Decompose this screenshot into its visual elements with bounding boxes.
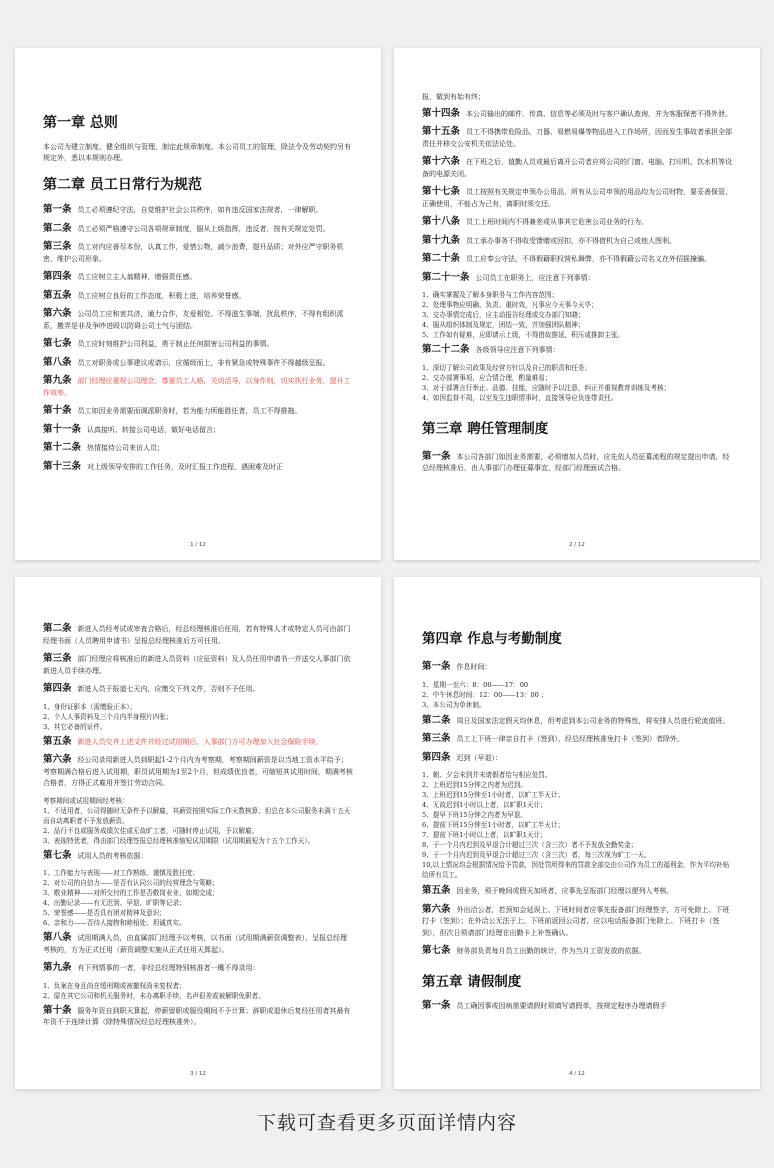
list-item: 9、于一个月内迟到及早退合计超过三次（含三次）者，每三次视为旷工一天。 — [422, 851, 651, 859]
article-number: 第四条 — [43, 683, 72, 694]
article-text: 员工不得携带危险品、刀器、易燃易爆等物品进入工作场所，因而发生事故者承担全部责任并移交公安机关依法论处。 — [422, 128, 733, 148]
article — [422, 235, 732, 248]
list-item: 5、荣誉感——是否具有团对精神及意识； — [43, 909, 166, 917]
article — [422, 904, 732, 940]
article — [43, 461, 353, 474]
article-text: 各级领导应注意下列事情： — [475, 346, 560, 354]
list-item: 1、深切了解公司政策及经营方针以及自己的职责和任务； — [422, 363, 592, 372]
article-number: 第二十二条 — [422, 344, 470, 355]
list-item: 3、对于部署言行举止、品德、技能，应随时予以注意，纠正并重视教育训练及考核； — [422, 383, 671, 392]
article-number: 第十七条 — [422, 186, 461, 197]
article — [422, 344, 732, 357]
article-number: 第八条 — [43, 932, 72, 943]
article — [43, 442, 353, 455]
article — [43, 962, 353, 975]
list-item: 5、工作如有疑难，应即请示上级，不得借故推延，积压或推卸主张。 — [422, 331, 625, 339]
list-item: 2、上班迟到15分钟之内者为迟到。 — [422, 781, 527, 789]
article — [422, 253, 732, 266]
list-item: 3、敬业精神——对所交付的工作是否敬岗业业、如期完成； — [43, 889, 219, 897]
article-text: 试用人员的考核依据： — [77, 851, 148, 860]
article-list — [43, 204, 353, 473]
list-item: 考察期间或试用期间经考核： — [43, 796, 129, 805]
article-text: 服务年资自到职天算起，停薪留职或服役期间不予计算；辞职或退休后复经任用者其最有年资不予连续计算（除特殊情况经总经理核准外）。 — [43, 1006, 351, 1026]
list-item: 2、个人人事资料及三个月内半身照片四张； — [43, 712, 173, 721]
list-item: 3、上班迟到15分钟至1小时者，以旷工半天计； — [422, 791, 565, 799]
article-number: 第二条 — [43, 623, 72, 634]
list-item: 2、原在其它公司和机关服务时，未办离职手续，名声很差或被解职免职者。 — [43, 991, 265, 1000]
article — [43, 223, 353, 236]
list-block — [422, 680, 732, 710]
article-text: 公司员工在职务上，应注意下列事情： — [475, 273, 595, 282]
article-text: 外出洽公者，若预知会延误上、下班时间者应事先报备部门经理签字，方可免除上、下班打卡（签到）；在外洽公无法于上、下班前返回公司者，应以电话报备部门免除上、下班打卡（签到），但次日须请部门经理在出勤卡上补签确认。 — [422, 905, 730, 937]
list-item: 7、提前下班1小时以上者，以旷职1天计； — [422, 831, 547, 839]
article-number: 第三条 — [43, 653, 72, 664]
list-block — [43, 796, 353, 846]
article-number: 第十五条 — [422, 126, 461, 137]
list-item: 5、提早下班15分钟之内者为早退。 — [422, 811, 527, 819]
intro-paragraph: 本公司为建立制度、健全组织与管理，制定此规章制度。本公司员工的管理，除法令及劳动契约另有规定外，悉以本规则办理。 — [43, 143, 351, 162]
article-number: 第十条 — [43, 1004, 72, 1016]
article-number: 第六条 — [422, 903, 451, 915]
article — [422, 752, 732, 765]
list-block — [422, 290, 732, 340]
article-text: 部门经理应将核准后的新进人员资料（应征资料）及人员任用申请书一并送交人事部门依新进人员手续办理。 — [43, 655, 351, 675]
article-text: 经公司录用新进人员到职起1-2个月内为考察期，考察期间薪资是以当地工资水平给予；考察期满合格后进入试用期，职员试用期为1至2个月，但成绩优良者，可缩短其试用时间，期满考核合格者，方得正式雇用并签订劳动合同。 — [43, 756, 353, 787]
list-block — [43, 868, 353, 928]
article-text: 员工承办事务不得收受馈赠或回扣，亦不得借机为自己或他人图利。 — [466, 236, 677, 245]
article-text: 员工应树立主人翁精神，增强责任感。 — [77, 273, 197, 281]
document-page-3 — [15, 577, 381, 1089]
article — [43, 1005, 353, 1029]
article-text: 公司员工应和衷共济，通力合作，友爱相处。不得滋生事端，扰乱秩序，不得有组织派系，搬弄是非及争吵进殴以防碍公司士气与团结。 — [43, 310, 344, 330]
list-item: 8、于一个月内迟到及早退合计超过三次（含三次）者不予发放全勤奖金； — [422, 841, 638, 849]
article — [43, 308, 353, 332]
article-text: 员工对职务或公事建议或请示，应循级而上，非有紧急或特殊事件不得越级呈报。 — [77, 358, 330, 367]
article-text: 作息时间： — [456, 663, 492, 671]
document-page-2 — [394, 48, 760, 560]
article-text: 认真接听、转接公司电话，做好电话留言； — [87, 425, 221, 434]
article-number: 第二条 — [422, 714, 451, 726]
article-text: 试用期满人员，由直属部门经理予以考核，以书面（试用期满薪资调整表），呈报总经理考核的，方为正式任用（薪资调整实施从正式任用天算起）。 — [43, 934, 348, 954]
article-number: 第十八条 — [422, 216, 461, 227]
list-item: 3、交办事情完成后，应主动报告经理或交办部门知晓； — [422, 311, 585, 319]
list-item: 2、品行不良或服务成绩欠佳或无故旷工者，可随时停止试用，予以解雇。 — [43, 826, 259, 835]
list-block — [422, 363, 732, 403]
article — [422, 885, 732, 898]
list-item: 3、表现特优者，得由部门经理签报总经理核准缩短试用期限（试用期最短为十五个工作天）。 — [43, 836, 315, 845]
article-text: 员工确因事或因病需要请假时须填写请假单，按规定程序办理请假手 — [456, 1001, 667, 1010]
article-number: 第六条 — [43, 308, 72, 319]
article-number: 第四条 — [43, 271, 72, 282]
chapter-title: 第一章 总则 — [43, 115, 118, 131]
article-number: 第一条 — [422, 999, 451, 1011]
article-text: 本公司输出的邮件、传真、信息等必须及时与客户确认查询，并为客服保密不得外泄。 — [466, 109, 733, 118]
article-text: 周日及国家法定假天均休息，但考虑到本公司业务的特殊性，将安排人员进行轮流值班。 — [456, 716, 730, 725]
article-number: 第七条 — [43, 338, 72, 349]
page-number: 3 / 12 — [190, 1071, 206, 1077]
article-text: 员工必须遵纪守法，自觉维护社会公共秩序，如有违反国家法规者，一律解职。 — [77, 206, 323, 214]
list-item: 2、中午休息时间：12：00——13：00 ； — [422, 690, 548, 699]
list-item: 1、负案在身且尚在缓刑期或被撤权尚未复权者； — [43, 981, 186, 990]
article-number: 第一条 — [422, 450, 451, 462]
article-text: 员工上班时间内不得兼差或从事其它危害公司业务的行为。 — [466, 218, 649, 226]
article-number: 第十条 — [43, 405, 72, 416]
article-text: 部门经理应重视公司理念，尊重员工人格，关切活导，以身作则，切实执行业务，提升工作效率。 — [43, 377, 351, 397]
list-item: 1、星期一至六：8：00——17：00 — [422, 680, 529, 689]
article-text: 本公司各部门如因业务需要，必须增加人员时，应先依人员征募流程的规定提出申请，经总经理核准后，由人事部门办理征募事宜，经部门经理面试合格。 — [422, 452, 730, 472]
article — [422, 108, 732, 121]
article-text: 新进人员于报道七天内，应缴交下列文件，否则不予任用。 — [77, 685, 260, 693]
article — [43, 653, 353, 677]
article — [43, 683, 353, 696]
article-number: 第十六条 — [422, 156, 461, 167]
article — [43, 736, 353, 749]
list-item: 6、亲和力——否待人接物和睦相处、坦诚真实。 — [43, 919, 186, 927]
article — [422, 186, 732, 210]
download-more-caption: 下载可查看更多页面详情内容 — [256, 1112, 517, 1134]
page-number: 4 / 12 — [569, 1071, 585, 1077]
list-item: 1、朝、夕会未到并未请假者给与相应处罚。 — [422, 771, 552, 779]
article-text: 员工如因业务需要而调派职务时，若为能力所能胜任者，员工不得推拖。 — [77, 407, 302, 415]
list-item: 1、工作能力与表现——对工作熟练、谨慎及胜任度； — [43, 869, 199, 877]
article — [43, 357, 353, 370]
article-text: 员工对内应善尽本份，认真工作，爱惜公物，减少浪费，提升品质；对外应严守职务机密，维护公司形象。 — [43, 243, 344, 263]
article — [422, 945, 732, 958]
article — [43, 241, 353, 265]
article — [43, 754, 353, 790]
article — [422, 661, 732, 674]
list-item: 4、出勤记录——有无迟到、早退、旷职等记录； — [43, 899, 186, 907]
article — [43, 932, 353, 956]
list-item: 2、交办部署事项，应合情合理，酌量难易； — [422, 373, 552, 382]
article-number: 第二十一条 — [422, 271, 470, 283]
article-text: 员工应树立良好的工作态度，积极上进，培养荣誉感。 — [77, 291, 246, 300]
article-text: 因业务，须于晚间或假天加班者，应事先呈报部门经理以便列入考核。 — [456, 887, 674, 895]
article-text: 新进人员经考试或审查合格后，经总经理核准后任用，若有特殊人才或特定人员可由部门经理书面（人员聘用申请书）呈报总经理核准后方可任用。 — [43, 625, 351, 645]
article-number: 第五条 — [43, 289, 72, 301]
article-number: 第十三条 — [43, 460, 82, 472]
article-number: 第三条 — [43, 241, 72, 252]
article — [43, 405, 353, 418]
article-number: 第八条 — [43, 356, 72, 368]
article-number: 第十四条 — [422, 107, 461, 119]
list-item: 2、对公司的自信力——是否有认同公司的经营理念与策略； — [43, 879, 219, 887]
document-page-4 — [394, 577, 760, 1089]
list-item: 1、确实掌握及了解本身职务与工作内容范围； — [422, 291, 559, 299]
list-item: 4、如因监督不周，以至发生违职情事时，直接领导应负连带责任。 — [422, 393, 618, 402]
list-item: 1、身份证影本（需缴验正本）； — [43, 702, 137, 711]
article-number: 第四条 — [422, 751, 451, 763]
article — [422, 451, 732, 475]
page-number: 1 / 12 — [190, 542, 206, 548]
article-number: 第九条 — [43, 375, 72, 386]
article — [43, 850, 353, 863]
article-text: 热情接待公司来访人员； — [87, 444, 165, 452]
article-list — [43, 623, 353, 696]
article-number: 第三条 — [422, 733, 451, 744]
article-number: 第一条 — [422, 661, 451, 672]
chapter-title: 第三章 聘任管理制度 — [422, 420, 549, 437]
article-number: 第七条 — [43, 849, 72, 861]
article-number: 第五条 — [43, 735, 72, 747]
article-text: 有下列情事的一者，非经总经理特别核准者一概不得录用： — [77, 964, 260, 972]
article-number: 第六条 — [43, 754, 72, 765]
list-item: 4、服从组织体制及规定，团结一致，并加强团队精神； — [422, 321, 585, 329]
article — [422, 1000, 732, 1013]
article-number: 第五条 — [422, 885, 451, 896]
article — [43, 424, 353, 437]
page-number: 2 / 12 — [569, 542, 585, 548]
article-number: 第十九条 — [422, 234, 461, 246]
list-item: 4、无故迟到1小时以上者，以旷职1天计； — [422, 801, 547, 809]
article — [422, 715, 732, 728]
article-text: 新进人员交齐上述文件并经过试用期后，人事部门方可办理加入社会保险手续。 — [77, 737, 323, 746]
article-text: 员工按照有关规定申领办公用品，所有从公司申领的用品均为公司财物，要妥善保管、正确使用，不能占为己有，离职时须交还。 — [422, 188, 733, 208]
article — [422, 216, 732, 229]
document-page-1 — [15, 48, 381, 560]
article — [43, 204, 353, 217]
list-item: 1、不适用者，公司得随时无条件予以解雇，其薪资按照实际工作天数核算；但总在本公司服务未满十五天而自动离职者不予发放薪资。 — [43, 806, 351, 825]
article — [43, 271, 353, 284]
article-text: 财务部负责每月员工出勤的统计，作为当月工资发放的依据。 — [456, 947, 646, 955]
article-number: 第十二条 — [43, 442, 82, 453]
list-block — [43, 981, 353, 1001]
article — [43, 338, 353, 351]
article-text: 在下班之后，值勤人员或最后离开公司者应将公司的门窗、电脑、打印机、饮水机等设备的电源关闭。 — [422, 158, 733, 178]
chapter-title: 第五章 请假制度 — [422, 973, 522, 990]
list-item: 3、其它必备的证件。 — [43, 722, 107, 731]
chapter-title: 第二章 员工日常行为规范 — [43, 177, 202, 193]
article-number: 第九条 — [43, 962, 72, 973]
article-text: 员工应时刻维护公司利益，勇于制止任何损害公司利益的事情。 — [77, 340, 274, 348]
list-item: 2、处理事物应明确、负责、重时效，凡事应今天事今天毕； — [422, 301, 598, 309]
article-text: 员工上下班一律亲自打卡（签到），经总经理核准免打卡（签到）者除外。 — [456, 735, 685, 743]
list-item: 3、本公司为单休制。 — [422, 700, 486, 709]
article-text: 员工必须严格遵守公司各项规章制度，服从上级指挥，违反者，按有关规定处罚。 — [77, 224, 330, 233]
article-text: 迟到（早退）： — [456, 753, 503, 762]
list-item: 6、提前下班15分钟至1小时者，以旷工半天计； — [422, 821, 565, 829]
article — [422, 733, 732, 746]
article-text: 员工应奉公守法，不得假藉职权营私舞弊，亦不得假藉公司名义在外招摇撞骗。 — [466, 255, 712, 263]
article-number: 第二十条 — [422, 253, 461, 264]
article-text: 对上级领导安排的工作任务，及时汇报工作进程，遇困难及时正 — [87, 462, 284, 471]
continued-text: 报，做到有始有终； — [422, 93, 485, 101]
article-number: 第七条 — [422, 945, 451, 956]
chapter-title: 第四章 作息与考勤制度 — [422, 631, 562, 647]
list-item: 10,以上情况均会根据情况给予罚款，因处罚所得来的罚款全部交由公司作为员工的福利金，作为平均补贴给所有员工。 — [422, 861, 730, 879]
article — [43, 375, 353, 399]
article — [422, 272, 732, 285]
article-list — [422, 108, 732, 285]
article-number: 第十一条 — [43, 423, 82, 435]
article — [422, 126, 732, 150]
list-block — [422, 770, 732, 880]
article-number: 第二条 — [43, 222, 72, 234]
list-block — [43, 702, 353, 732]
article-number: 第一条 — [43, 204, 72, 215]
article — [43, 290, 353, 303]
article — [43, 623, 353, 647]
article — [422, 156, 732, 180]
